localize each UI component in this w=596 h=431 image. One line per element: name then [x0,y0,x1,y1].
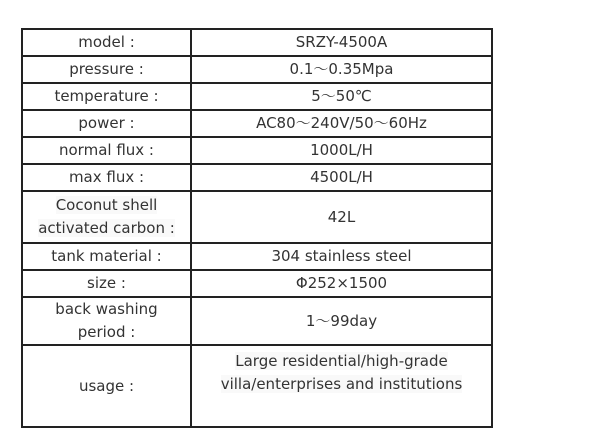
spec-value: 1～99day [191,297,492,345]
table-row [22,243,492,270]
spec-value-text: Large residential/high-grade villa/enterprises and institutions [220,352,463,393]
spec-label: pressure : [22,56,191,83]
spec-label: max flux : [22,164,191,191]
spec-value: 4500L/H [191,164,492,191]
spec-label: usage : [22,345,191,427]
spec-label: size : [22,270,191,297]
table-row [22,164,492,191]
spec-label-text: Coconut shell activated carbon : [38,196,175,237]
spec-value: 5～50℃ [191,83,492,110]
table-row [22,191,492,243]
table-row [22,29,492,56]
table-row [22,110,492,137]
spec-value: 1000L/H [191,137,492,164]
spec-label: temperature : [22,83,191,110]
spec-value: SRZY-4500A [191,29,492,56]
spec-value: Φ252×1500 [191,270,492,297]
spec-label: model : [22,29,191,56]
table-row [22,345,492,427]
spec-label: back washing period : [22,297,191,345]
table-row [22,270,492,297]
spec-value: 304 stainless steel [191,243,492,270]
spec-table [21,28,493,428]
spec-label: normal flux : [22,137,191,164]
table-row [22,56,492,83]
table-row [22,297,492,345]
spec-label: tank material : [22,243,191,270]
spec-value: 0.1～0.35Mpa [191,56,492,83]
table-row [22,83,492,110]
spec-label [22,191,191,243]
spec-value: AC80～240V/50～60Hz [191,110,492,137]
spec-value [191,345,492,427]
spec-value: 42L [191,191,492,243]
spec-label: power : [22,110,191,137]
table-row [22,137,492,164]
